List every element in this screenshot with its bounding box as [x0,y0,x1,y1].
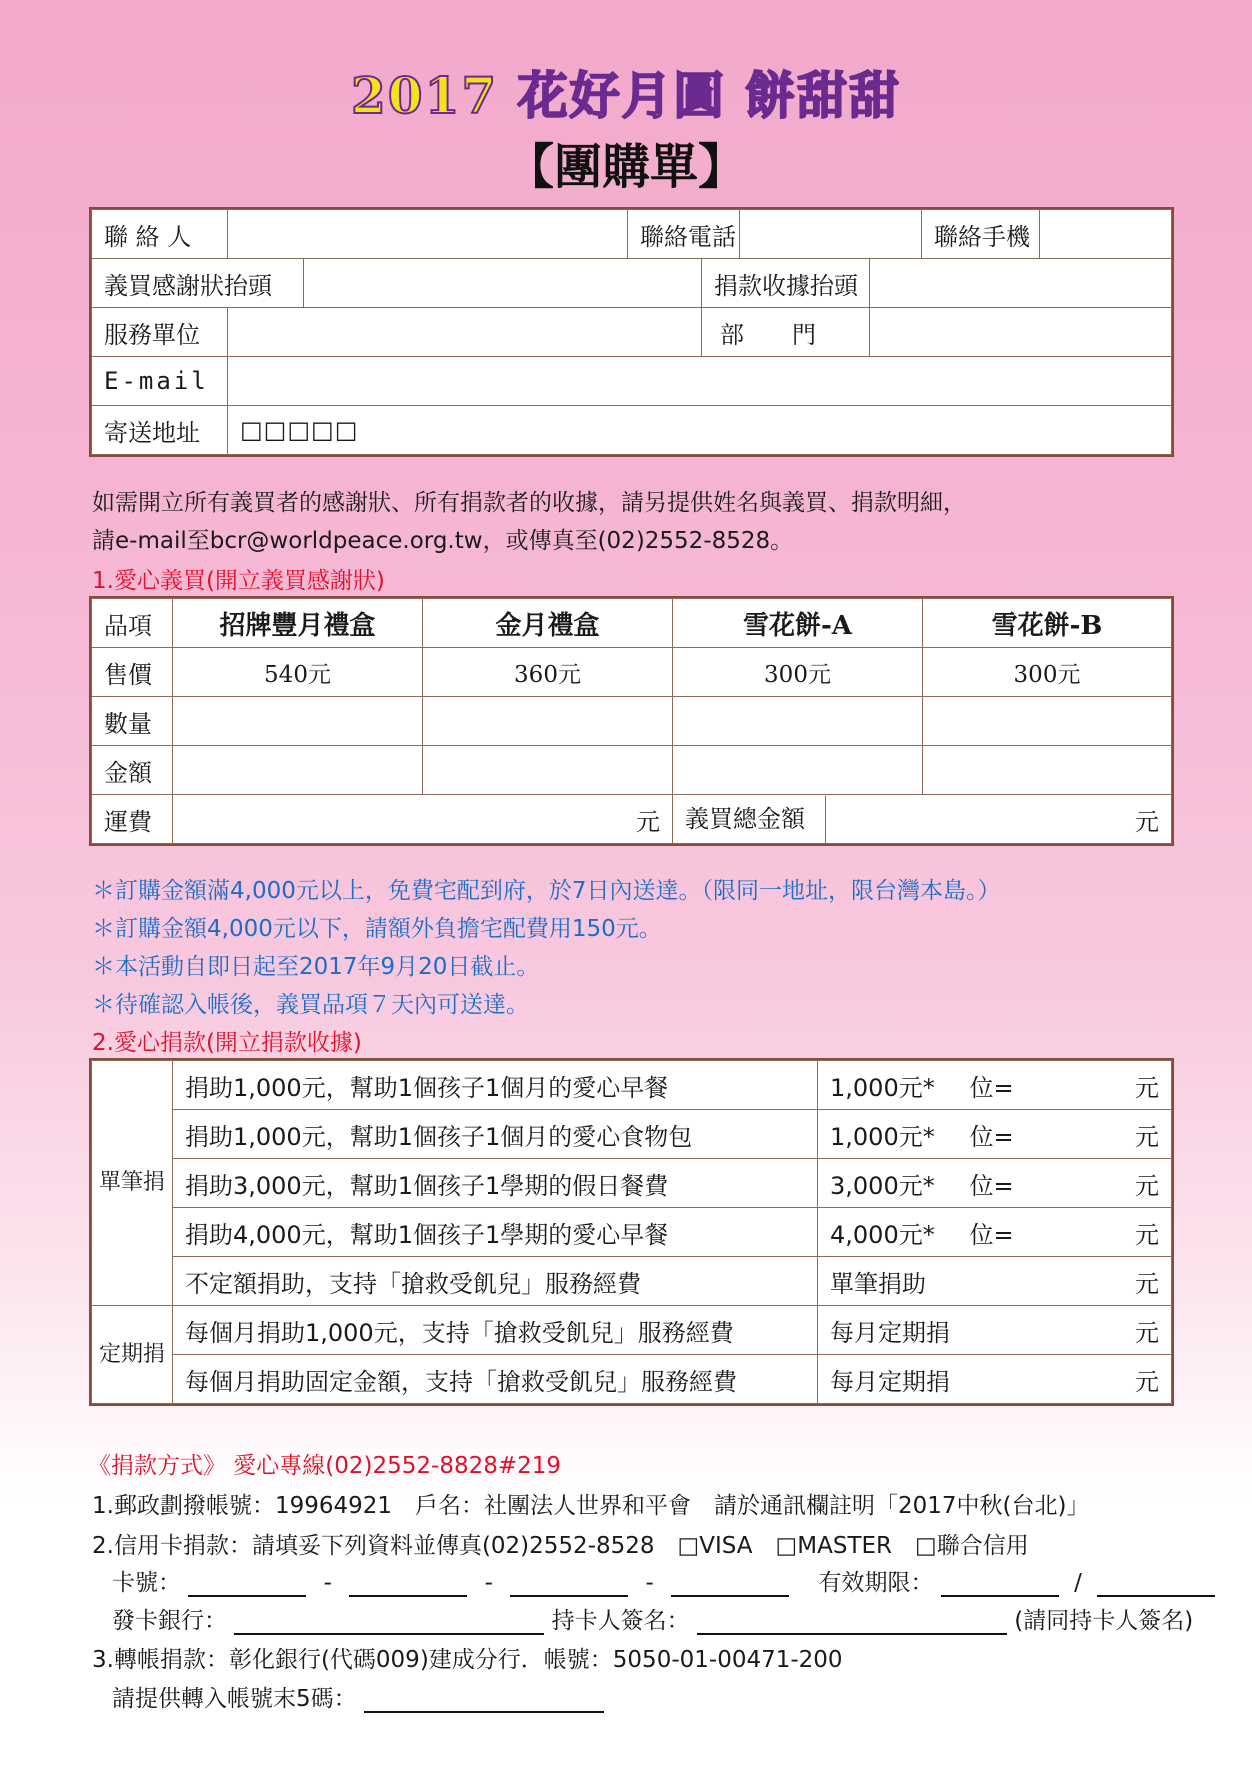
purchase-table [91,598,1172,844]
donation-unit[interactable]: 元 [1062,1306,1172,1355]
product-name: 金月禮盒 [423,599,673,648]
department-label: 部 門 [702,308,870,357]
donation-desc: 捐助1,000元，幫助1個孩子1個月的愛心食物包 [173,1110,818,1159]
phone-label: 聯絡電話 [628,210,740,259]
donation-desc: 每個月捐助1,000元，支持「搶救受飢兒」服務經費 [173,1306,818,1355]
amount-label: 金額 [92,746,173,795]
payment-heading: 《捐款方式》 愛心專線(02)2552-8828#219 [88,1453,562,1479]
donation-qty-field[interactable]: 位= [958,1061,1062,1110]
shipping-note: ＊訂購金額4,000元以下，請額外負擔宅配費用150元。 [92,916,662,942]
qty-field[interactable] [673,697,923,746]
qty-label: 數量 [92,697,173,746]
email-field[interactable] [228,357,1172,406]
card-number-field-1[interactable] [188,1569,306,1597]
monthly-donation-group-label: 定期捐 [92,1306,173,1404]
qty-field[interactable] [423,697,673,746]
last5-label: 請提供轉入帳號末5碼： [112,1686,357,1712]
product-price: 300元 [923,648,1172,697]
receipt-title-label: 捐款收據抬頭 [702,259,870,308]
page-subtitle: 【團購單】 [505,139,746,195]
receipt-title-field[interactable] [870,259,1172,308]
expiry-year-field[interactable] [1097,1569,1215,1597]
item-label: 品項 [92,599,173,648]
bank-label: 發卡銀行： [112,1608,227,1634]
product-name: 雪花餅-B [923,599,1172,648]
address-label: 寄送地址 [92,406,228,455]
donation-amount: 1,000元* [818,1110,958,1159]
amount-field[interactable] [423,746,673,795]
mobile-field[interactable] [1040,210,1172,259]
donation-amount: 單筆捐助 [818,1257,958,1306]
product-price: 300元 [673,648,923,697]
product-price: 360元 [423,648,673,697]
donation-unit[interactable]: 元 [1062,1257,1172,1306]
qty-field[interactable] [923,697,1172,746]
bank-transfer-line: 3.轉帳捐款：彰化銀行(代碼009)建成分行．帳號：5050-01-00471-200 [92,1647,843,1673]
shipping-field[interactable] [173,795,673,844]
postal-transfer-line: 1.郵政劃撥帳號：19964921 戶名：社團法人世界和平會 請於通訊欄註明「2017中秋(台北)」 [92,1493,1090,1519]
donation-amount: 每月定期捐 [818,1355,1062,1404]
product-name: 雪花餅-A [673,599,923,648]
shipping-label: 運費 [92,795,173,844]
shipping-unit: 元 [636,807,660,836]
amount-field[interactable] [173,746,423,795]
card-number-label: 卡號： [112,1570,181,1596]
donation-unit[interactable]: 元 [1062,1159,1172,1208]
donation-unit[interactable]: 元 [1062,1061,1172,1110]
donation-unit[interactable]: 元 [1062,1355,1172,1404]
donation-desc: 捐助4,000元，幫助1個孩子1學期的愛心早餐 [173,1208,818,1257]
qty-field[interactable] [173,697,423,746]
total-field[interactable] [826,802,1171,837]
card-number-field-3[interactable] [510,1569,628,1597]
address-field[interactable] [228,406,1172,455]
donation-unit[interactable]: 元 [1062,1110,1172,1159]
card-dash: - [323,1570,332,1596]
donation-desc: 捐助3,000元，幫助1個孩子1學期的假日餐費 [173,1159,818,1208]
contact-form [91,209,1172,455]
holder-label: 持卡人簽名： [551,1608,690,1634]
donation-amount: 3,000元* [818,1159,958,1208]
section2-heading: 2.愛心捐款(開立捐款收據) [92,1030,362,1056]
email-label: E-mail [92,357,228,406]
page-title: 2017 花好月圓 餅甜甜 [351,66,901,125]
certificate-title-field[interactable] [304,259,702,308]
single-donation-group-label: 單筆捐 [92,1061,173,1306]
last5-row [112,1680,604,1713]
phone-field[interactable] [740,210,922,259]
card-number-row [112,1564,1215,1597]
card-dash: - [645,1570,654,1596]
department-field[interactable] [870,308,1172,357]
contact-person-field[interactable] [228,210,628,259]
donation-desc: 不定額捐助，支持「搶救受飢兒」服務經費 [173,1257,818,1306]
amount-field[interactable] [673,746,923,795]
bank-field[interactable] [234,1607,544,1635]
card-number-field-4[interactable] [671,1569,789,1597]
total-row [673,795,1172,844]
product-price: 540元 [173,648,423,697]
card-dash: - [484,1570,493,1596]
expiry-slash: / [1074,1570,1082,1596]
donation-qty-field[interactable]: 位= [958,1110,1062,1159]
shipping-note: ＊本活動自即日起至2017年9月20日截止。 [92,954,540,980]
last5-field[interactable] [364,1685,604,1713]
price-label: 售價 [92,648,173,697]
total-label: 義買總金額 [673,796,826,843]
credit-card-line: 2.信用卡捐款：請填妥下列資料並傳真(02)2552-8528 □VISA □MASTER □聯合信用 [92,1533,1029,1559]
shipping-note: ＊待確認入帳後，義買品項７天內可送達。 [92,992,529,1018]
note-line-1: 如需開立所有義買者的感謝狀、所有捐款者的收據，請另提供姓名與義買、捐款明細， [92,490,966,516]
donation-desc: 每個月捐助固定金額，支持「搶救受飢兒」服務經費 [173,1355,818,1404]
expiry-month-field[interactable] [941,1569,1059,1597]
donation-amount: 1,000元* [818,1061,958,1110]
note-line-2: 請e-mail至bcr@worldpeace.org.tw，或傳真至(02)2552-8528。 [92,528,794,554]
expiry-label: 有效期限： [818,1570,934,1596]
donation-unit[interactable]: 元 [1062,1208,1172,1257]
total-unit: 元 [1135,807,1159,836]
donation-qty-field[interactable] [958,1257,1062,1306]
donation-qty-field[interactable]: 位= [958,1159,1062,1208]
contact-person-label: 聯 絡 人 [92,210,228,259]
mobile-label: 聯絡手機 [922,210,1040,259]
product-name: 招牌豐月禮盒 [173,599,423,648]
donation-amount: 每月定期捐 [818,1306,1062,1355]
shipping-note: ＊訂購金額滿4,000元以上，免費宅配到府，於7日內送達。（限同一地址，限台灣本島。） [92,878,1001,904]
certificate-title-label: 義買感謝狀抬頭 [92,259,304,308]
postal-code-boxes[interactable]: □□□□□ [240,416,359,444]
amount-field[interactable] [923,746,1172,795]
donation-qty-field[interactable]: 位= [958,1208,1062,1257]
donation-amount: 4,000元* [818,1208,958,1257]
section1-heading: 1.愛心義買(開立義買感謝狀) [92,568,385,594]
company-field[interactable] [228,308,702,357]
card-number-field-2[interactable] [349,1569,467,1597]
holder-signature-field[interactable] [697,1607,1007,1635]
donation-desc: 捐助1,000元，幫助1個孩子1個月的愛心早餐 [173,1061,818,1110]
bank-row [112,1602,1193,1635]
company-label: 服務單位 [92,308,228,357]
donation-table [91,1060,1172,1404]
holder-note: (請同持卡人簽名) [1014,1608,1194,1634]
